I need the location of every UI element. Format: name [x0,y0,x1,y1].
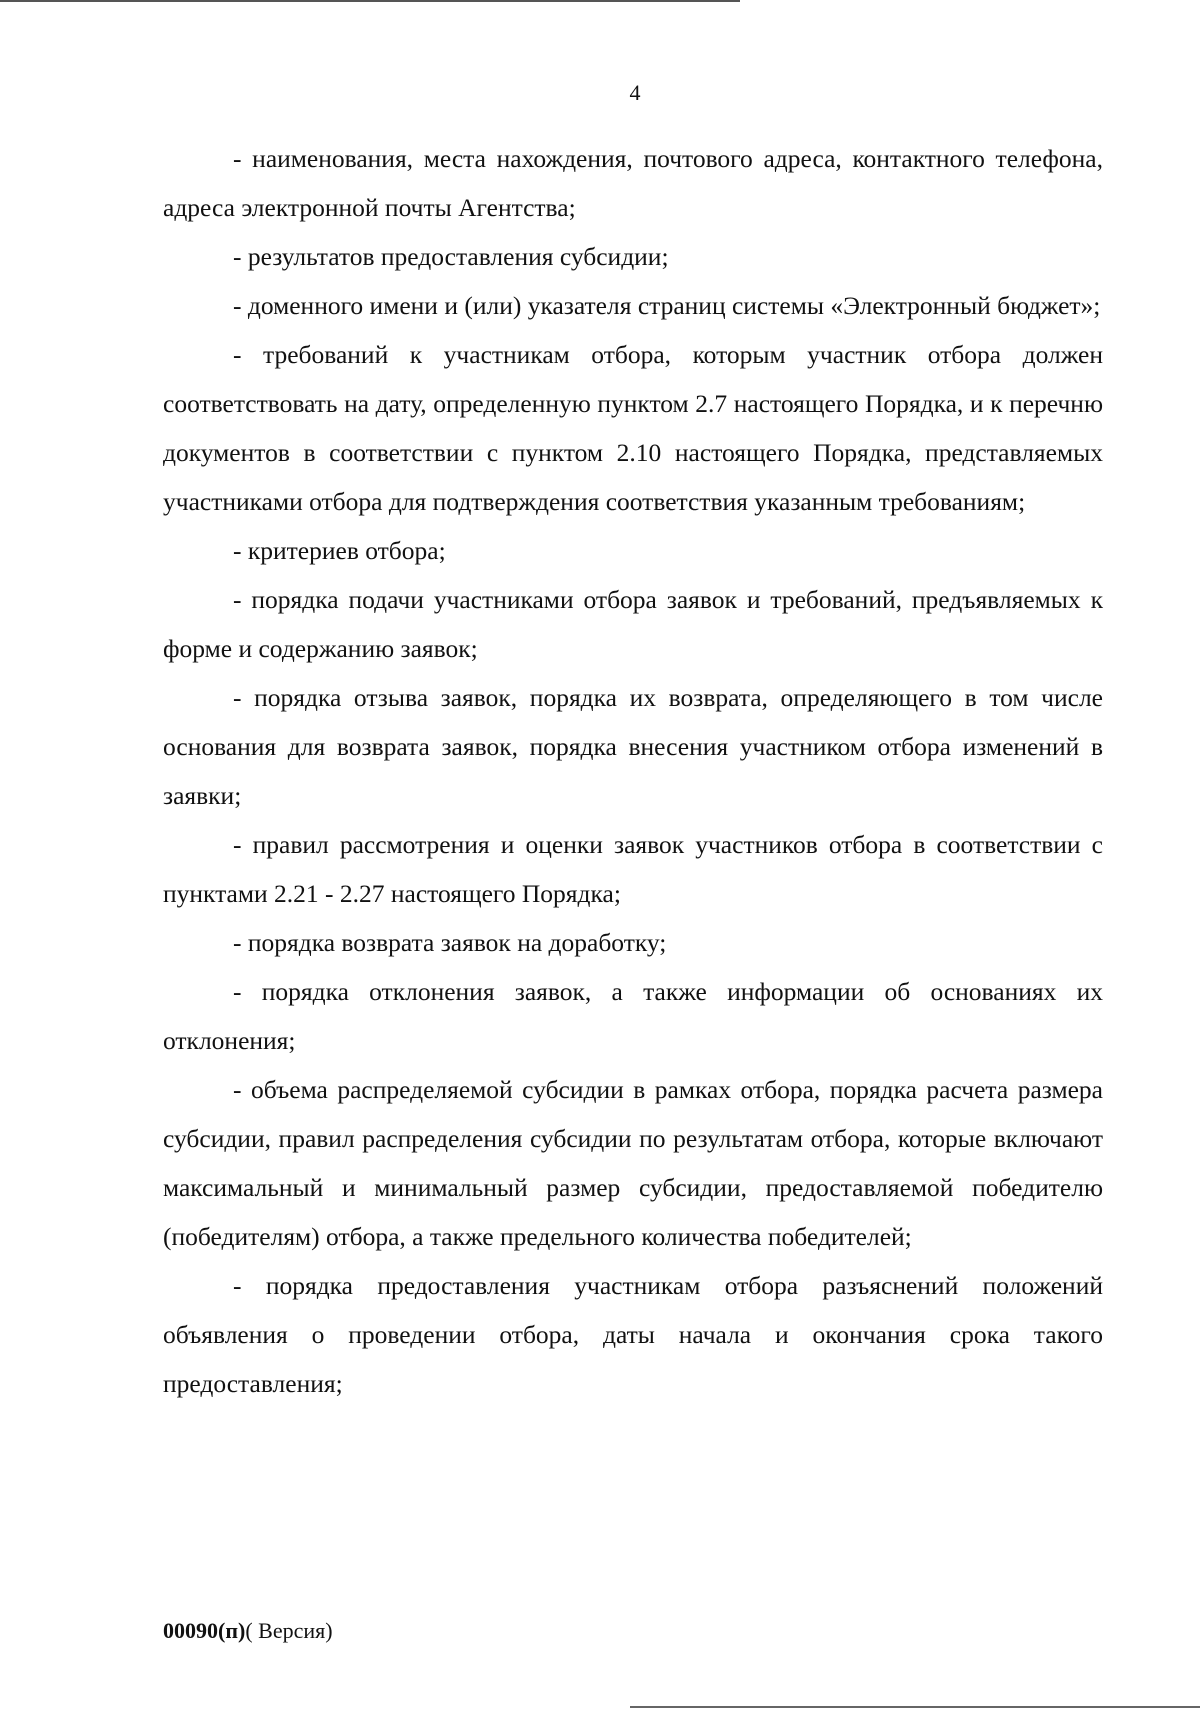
paragraph: - доменного имени и (или) указателя страниц системы «Электронный бюджет»; [233,291,1101,320]
document-version: ( Версия) [245,1618,333,1643]
paragraph: - результатов предоставления субсидии; [233,242,669,271]
document-footer [163,1618,333,1644]
paragraph: - правил рассмотрения и оценки заявок участников отбора в соответствии с пунктами 2.21 - 2.27 настоящего Порядка; [163,830,1103,908]
paragraph: - порядка подачи участниками отбора заявок и требований, предъявляемых к форме и содержанию заявок; [163,585,1103,663]
paragraph: - критериев отбора; [233,536,446,565]
paragraph: - порядка отклонения заявок, а также информации об основаниях их отклонения; [163,977,1103,1055]
bottom-rule [630,1706,1200,1708]
document-body [163,134,1103,1408]
paragraph: - порядка возврата заявок на доработку; [233,928,667,957]
paragraph: - требований к участникам отбора, которым участник отбора должен соответствовать на дату, определенную пунктом 2.7 настоящего Порядка, и к перечню документов в соответствии с пунктом 2.10 настоящего Порядка, представляемых участниками отбора для подтверждения соответствия указанным требованиям; [163,340,1103,516]
paragraph: - порядка отзыва заявок, порядка их возврата, определяющего в том числе основания для возврата заявок, порядка внесения участником отбора изменений в заявки; [163,683,1103,810]
page-number: 4 [629,80,641,105]
paragraph: - наименования, места нахождения, почтового адреса, контактного телефона, адреса электронной почты Агентства; [163,144,1103,222]
document-code: 00090(п) [163,1618,246,1643]
paragraph: - объема распределяемой субсидии в рамках отбора, порядка расчета размера субсидии, правил распределения субсидии по результатам отбора, которые включают максимальный и минимальный размер субсидии, предоставляемой победителю (победителям) отбора, а также предельного количества победителей; [163,1075,1103,1251]
top-rule [0,0,740,2]
paragraph: - порядка предоставления участникам отбора разъяснений положений объявления о проведении отбора, даты начала и окончания срока такого предоставления; [163,1271,1103,1398]
